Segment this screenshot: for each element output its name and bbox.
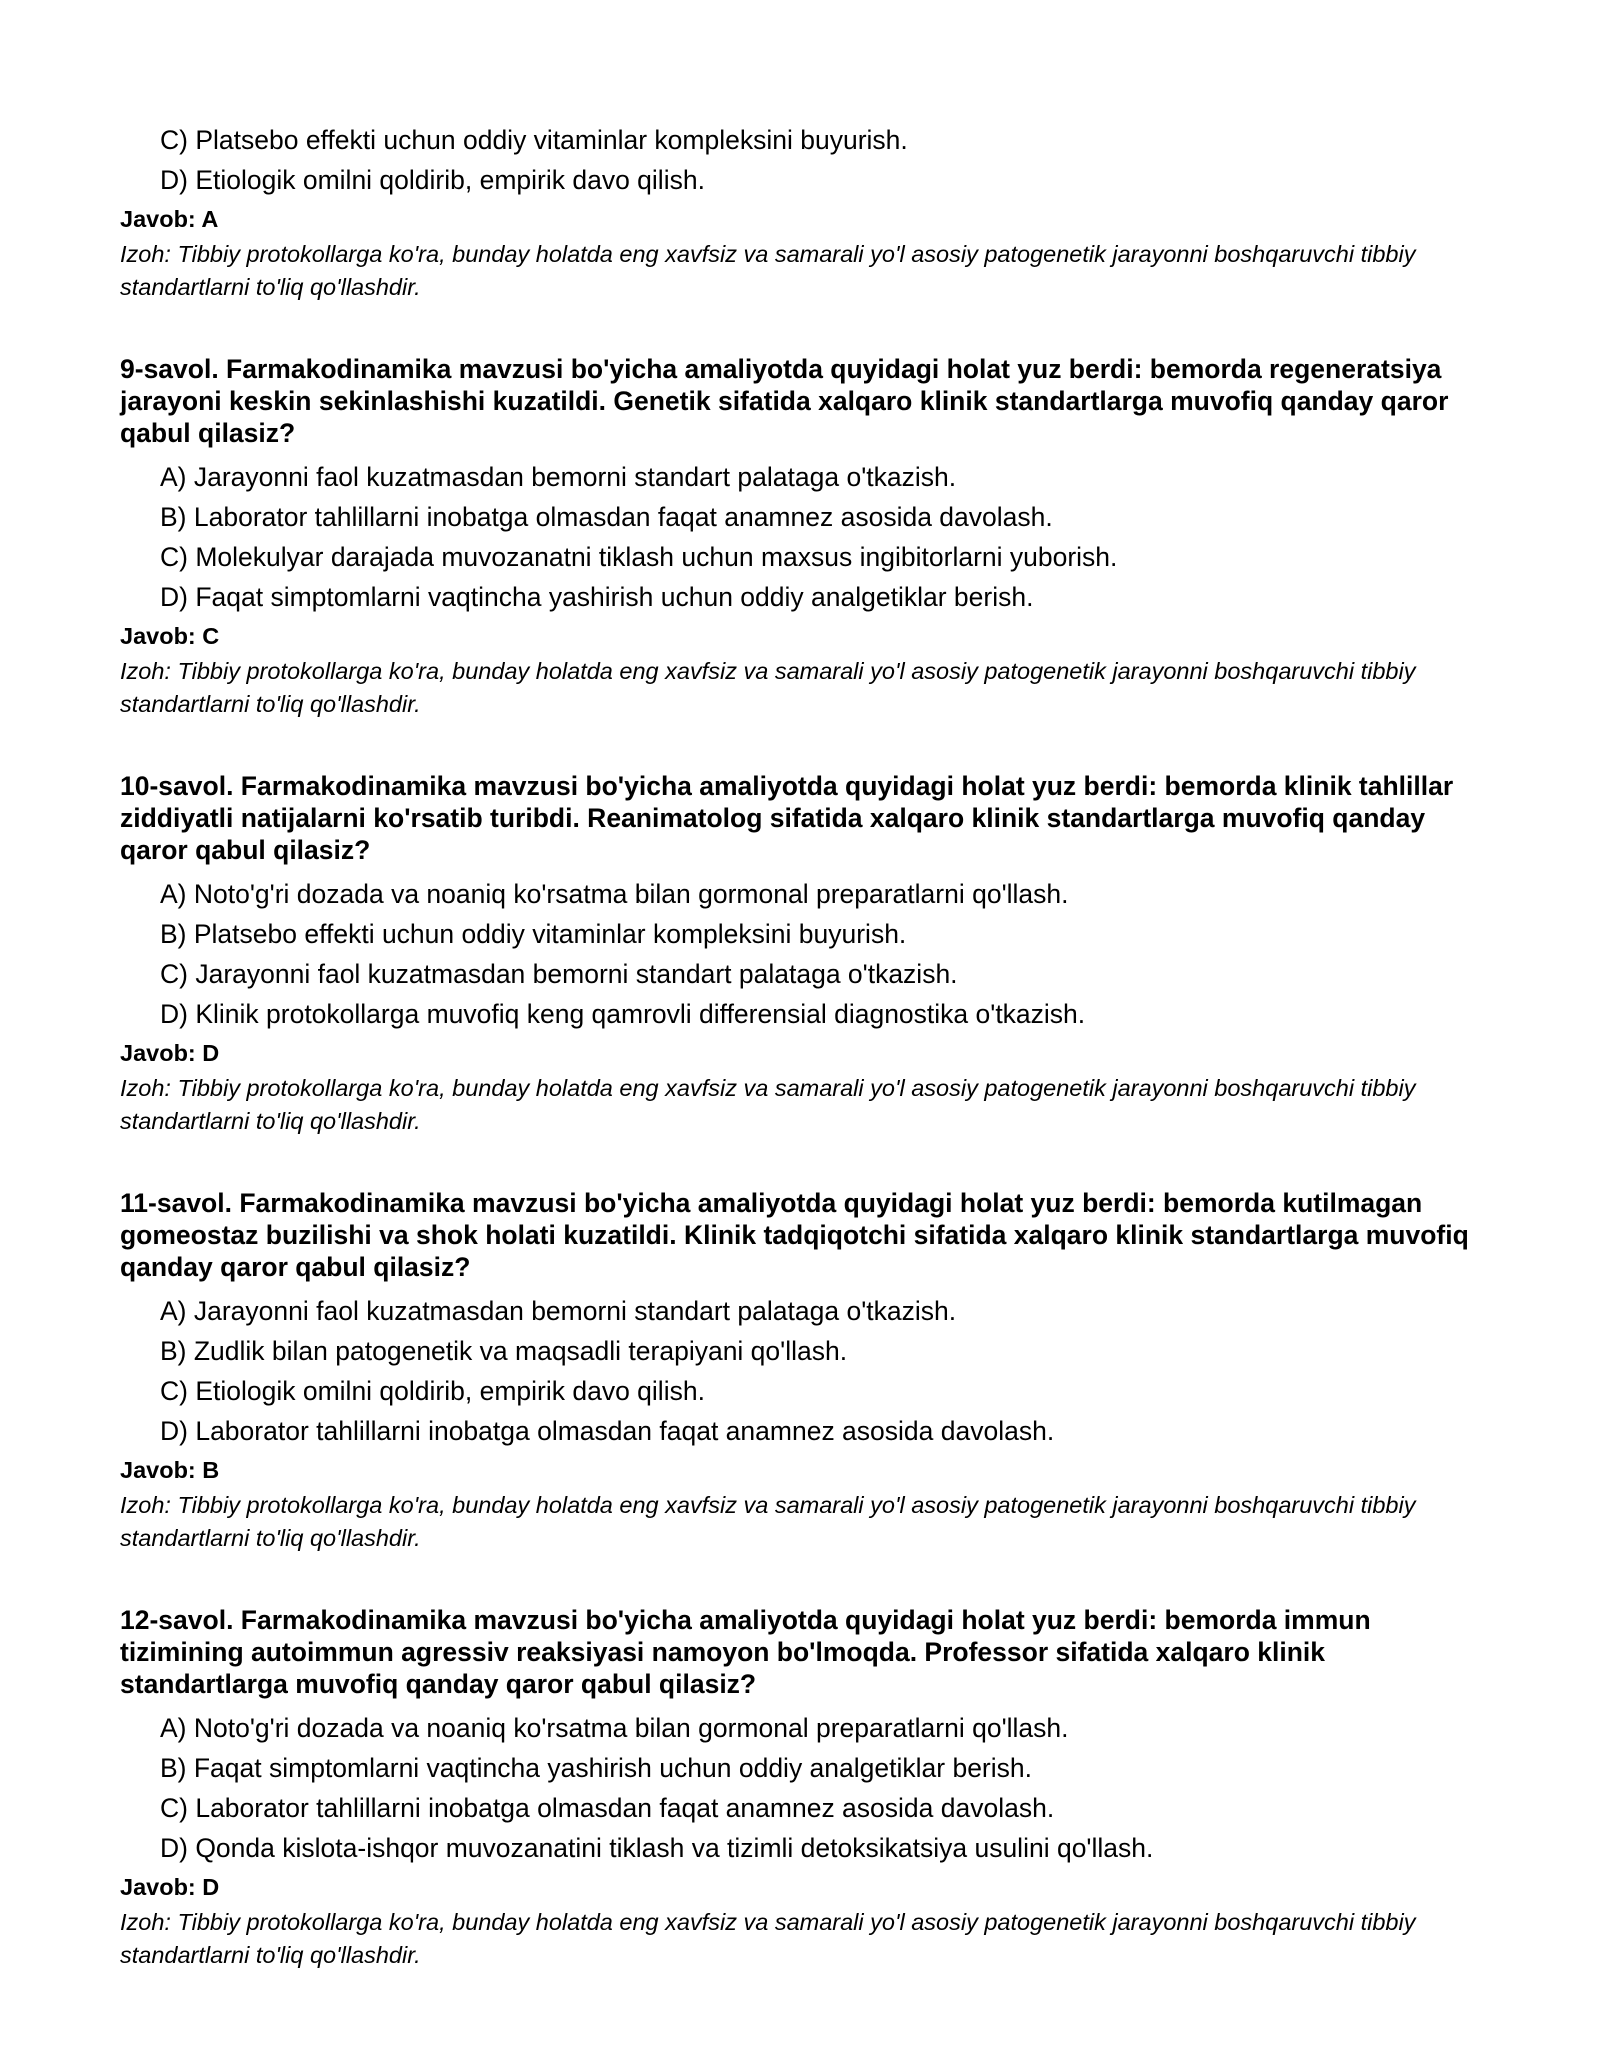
option-a: A) Noto'g'ri dozada va noaniq ko'rsatma bilan gormonal preparatlarni qo'llash. <box>160 1713 1069 1743</box>
explanation-note: Izoh: Tibbiy protokollarga ko'ra, bunday holatda eng xavfsiz va samarali yo'l asosiy patogenetik jarayonni boshqaruvchi tibbiy standartlarni to'liq qo'llashdir. <box>120 1075 1416 1134</box>
option-d: D) Laborator tahlillarni inobatga olmasdan faqat anamnez asosida davolash. <box>160 1416 1055 1446</box>
option-b: B) Platsebo effekti uchun oddiy vitaminlar kompleksini buyurish. <box>160 919 907 949</box>
option-c: C) Molekulyar darajada muvozanatni tiklash uchun maxsus ingibitorlarni yuborish. <box>160 542 1118 572</box>
option-a: A) Jarayonni faol kuzatmasdan bemorni standart palataga o'tkazish. <box>160 1296 957 1326</box>
question-11 <box>120 1187 1490 1555</box>
option-b: B) Laborator tahlillarni inobatga olmasdan faqat anamnez asosida davolash. <box>160 502 1053 532</box>
answer-label: Javob: A <box>120 206 219 232</box>
option-a: A) Noto'g'ri dozada va noaniq ko'rsatma bilan gormonal preparatlarni qo'llash. <box>160 879 1069 909</box>
question-12 <box>120 1604 1490 1972</box>
answer-label: Javob: D <box>120 1040 220 1066</box>
option-c: C) Jarayonni faol kuzatmasdan bemorni standart palataga o'tkazish. <box>160 959 958 989</box>
option-c: C) Laborator tahlillarni inobatga olmasdan faqat anamnez asosida davolash. <box>160 1793 1055 1823</box>
option-c: C) Platsebo effekti uchun oddiy vitaminlar kompleksini buyurish. <box>160 125 908 155</box>
explanation-note: Izoh: Tibbiy protokollarga ko'ra, bunday holatda eng xavfsiz va samarali yo'l asosiy patogenetik jarayonni boshqaruvchi tibbiy standartlarni to'liq qo'llashdir. <box>120 241 1416 300</box>
option-d: D) Faqat simptomlarni vaqtincha yashirish uchun oddiy analgetiklar berish. <box>160 582 1034 612</box>
option-b: B) Zudlik bilan patogenetik va maqsadli terapiyani qo'llash. <box>160 1336 848 1366</box>
explanation-note: Izoh: Tibbiy protokollarga ko'ra, bunday holatda eng xavfsiz va samarali yo'l asosiy patogenetik jarayonni boshqaruvchi tibbiy standartlarni to'liq qo'llashdir. <box>120 658 1416 717</box>
explanation-note: Izoh: Tibbiy protokollarga ko'ra, bunday holatda eng xavfsiz va samarali yo'l asosiy patogenetik jarayonni boshqaruvchi tibbiy standartlarni to'liq qo'llashdir. <box>120 1909 1416 1968</box>
question-text: 10-savol. Farmakodinamika mavzusi bo'yicha amaliyotda quyidagi holat yuz berdi: bemorda klinik tahlillar ziddiyatli natijalarni ko'rsatib turibdi. Reanimatolog sifatida xalqaro klinik standartlarga muvofiq qanday qaror qabul qilasiz? <box>120 771 1454 865</box>
question-text: 9-savol. Farmakodinamika mavzusi bo'yicha amaliyotda quyidagi holat yuz berdi: bemorda regeneratsiya jarayoni keskin sekinlashishi kuzatildi. Genetik sifatida xalqaro klinik standartlarga muvofiq qanday qaror qabul qilasiz? <box>120 354 1449 448</box>
option-d: D) Klinik protokollarga muvofiq keng qamrovli differensial diagnostika o'tkazish. <box>160 999 1086 1029</box>
option-d: D) Qonda kislota-ishqor muvozanatini tiklash va tizimli detoksikatsiya usulini qo'llash. <box>160 1833 1154 1863</box>
document-page <box>120 120 1490 1972</box>
answer-label: Javob: B <box>120 1457 220 1483</box>
question-text: 12-savol. Farmakodinamika mavzusi bo'yicha amaliyotda quyidagi holat yuz berdi: bemorda immun tizimining autoimmun agressiv reaksiyasi namoyon bo'lmoqda. Professor sifatida xalqaro klinik standartlarga muvofiq qanday qaror qabul qilasiz? <box>120 1605 1371 1699</box>
option-b: B) Faqat simptomlarni vaqtincha yashirish uchun oddiy analgetiklar berish. <box>160 1753 1032 1783</box>
answer-label: Javob: C <box>120 623 220 649</box>
option-c: C) Etiologik omilni qoldirib, empirik davo qilish. <box>160 1376 705 1406</box>
question-9 <box>120 353 1490 721</box>
question-10 <box>120 770 1490 1138</box>
question-8-continued <box>120 120 1490 304</box>
explanation-note: Izoh: Tibbiy protokollarga ko'ra, bunday holatda eng xavfsiz va samarali yo'l asosiy patogenetik jarayonni boshqaruvchi tibbiy standartlarni to'liq qo'llashdir. <box>120 1492 1416 1551</box>
option-a: A) Jarayonni faol kuzatmasdan bemorni standart palataga o'tkazish. <box>160 462 957 492</box>
option-d: D) Etiologik omilni qoldirib, empirik davo qilish. <box>160 165 705 195</box>
answer-label: Javob: D <box>120 1874 220 1900</box>
question-text: 11-savol. Farmakodinamika mavzusi bo'yicha amaliyotda quyidagi holat yuz berdi: bemorda kutilmagan gomeostaz buzilishi va shok holati kuzatildi. Klinik tadqiqotchi sifatida xalqaro klinik standartlarga muvofiq qanday qaror qabul qilasiz? <box>120 1188 1469 1282</box>
